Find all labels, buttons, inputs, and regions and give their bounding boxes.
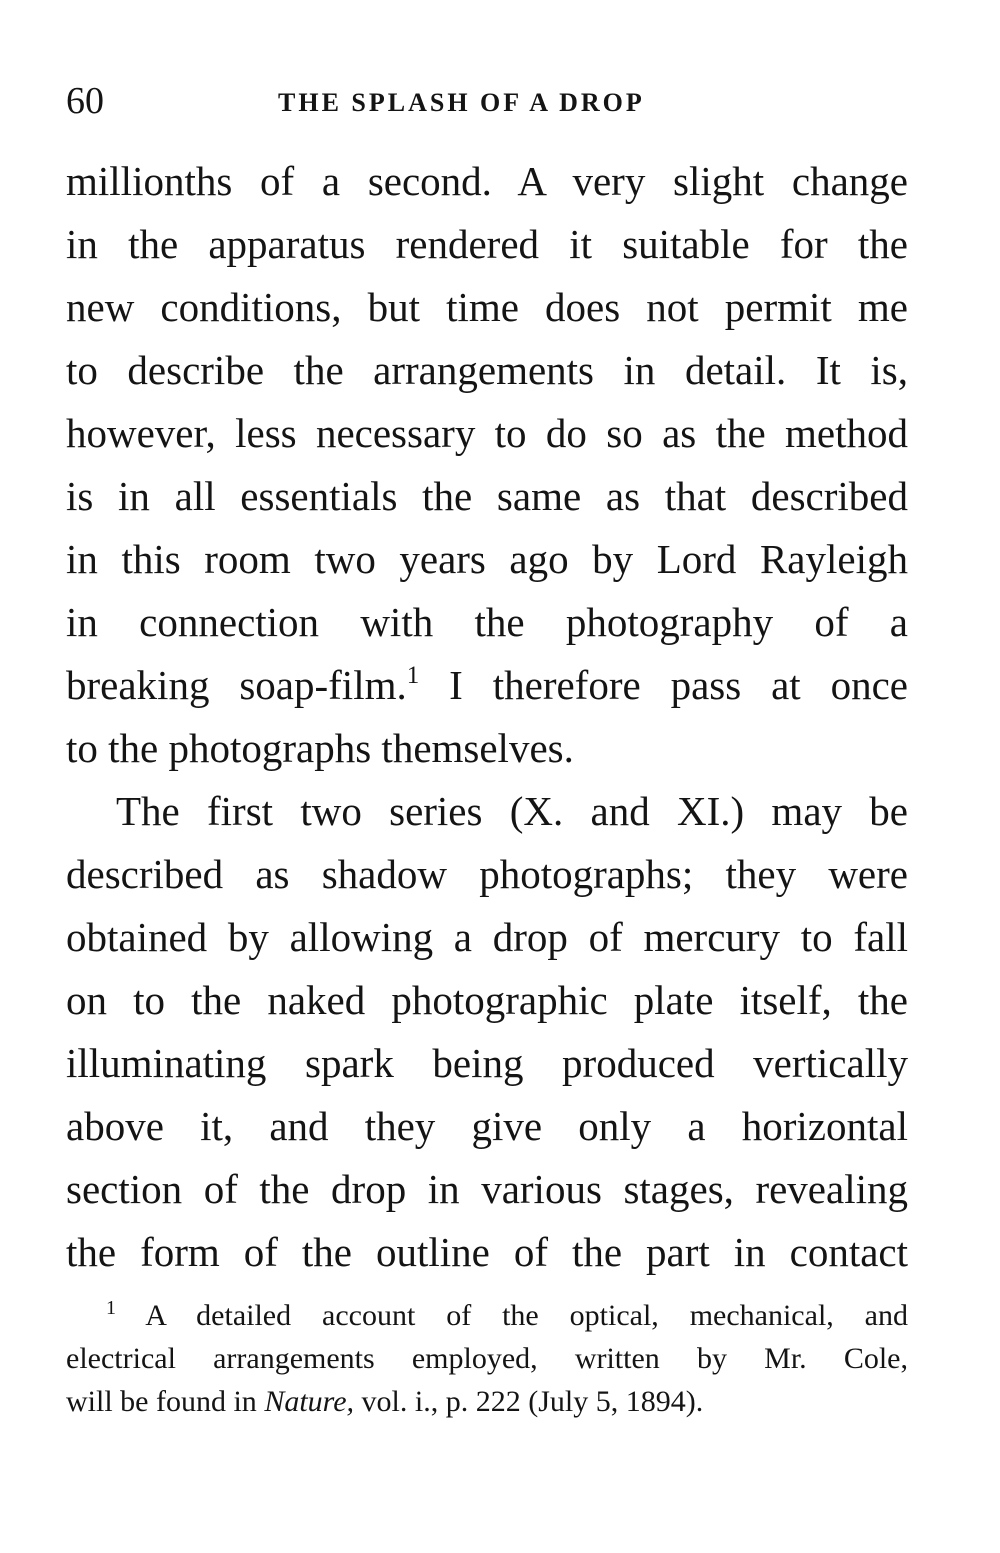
text-line: in this room two years ago by Lord Rayleigh <box>66 536 908 582</box>
text-line: however, less necessary to do so as the method <box>66 410 908 456</box>
footnote-reference: 1 <box>406 662 420 689</box>
text-fragment: breaking soap-film. <box>66 662 407 708</box>
running-head <box>66 76 908 126</box>
text-line: illuminating spark being produced vertically <box>66 1040 908 1086</box>
text-line: is in all essentials the same as that described <box>66 473 908 519</box>
text-line: in connection with the photography of a <box>66 599 908 645</box>
text-line: in the apparatus rendered it suitable for the <box>66 221 908 267</box>
text-line: above it, and they give only a horizontal <box>66 1103 908 1149</box>
footnote-marker: 1 <box>106 1297 116 1319</box>
text-line: new conditions, but time does not permit me <box>66 284 908 330</box>
text-line: section of the drop in various stages, revealing <box>66 1166 908 1212</box>
text-line: on to the naked photographic plate itself, the <box>66 977 908 1023</box>
page-number: 60 <box>66 80 104 122</box>
text-fragment: vol. i., p. 222 (July 5, 1894). <box>354 1385 704 1418</box>
body-text <box>66 150 908 1284</box>
text-fragment: I therefore pass at once <box>419 662 908 708</box>
text-line-with-footnote <box>66 654 908 717</box>
text-line: the form of the outline of the part in contact <box>66 1229 908 1275</box>
footnote <box>66 1294 908 1423</box>
text-line: obtained by allowing a drop of mercury to fall <box>66 914 908 960</box>
running-title: THE SPLASH OF A DROP <box>278 88 645 117</box>
text-fragment: A detailed account of the optical, mechanical, and <box>116 1299 908 1332</box>
footnote-line <box>66 1294 908 1337</box>
text-line: described as shadow photographs; they were <box>66 851 908 897</box>
footnote-line: electrical arrangements employed, written by Mr. Cole, <box>66 1342 908 1375</box>
text-line: to the photographs themselves. <box>66 725 574 771</box>
journal-title: Nature, <box>264 1385 355 1418</box>
text-line: millionths of a second. A very slight change <box>66 158 908 204</box>
footnote-line <box>66 1380 908 1423</box>
text-line: to describe the arrangements in detail. It is, <box>66 347 908 393</box>
text-fragment: will be found in <box>66 1385 265 1418</box>
paragraph-first-line: The first two series (X. and XI.) may be <box>116 788 908 834</box>
